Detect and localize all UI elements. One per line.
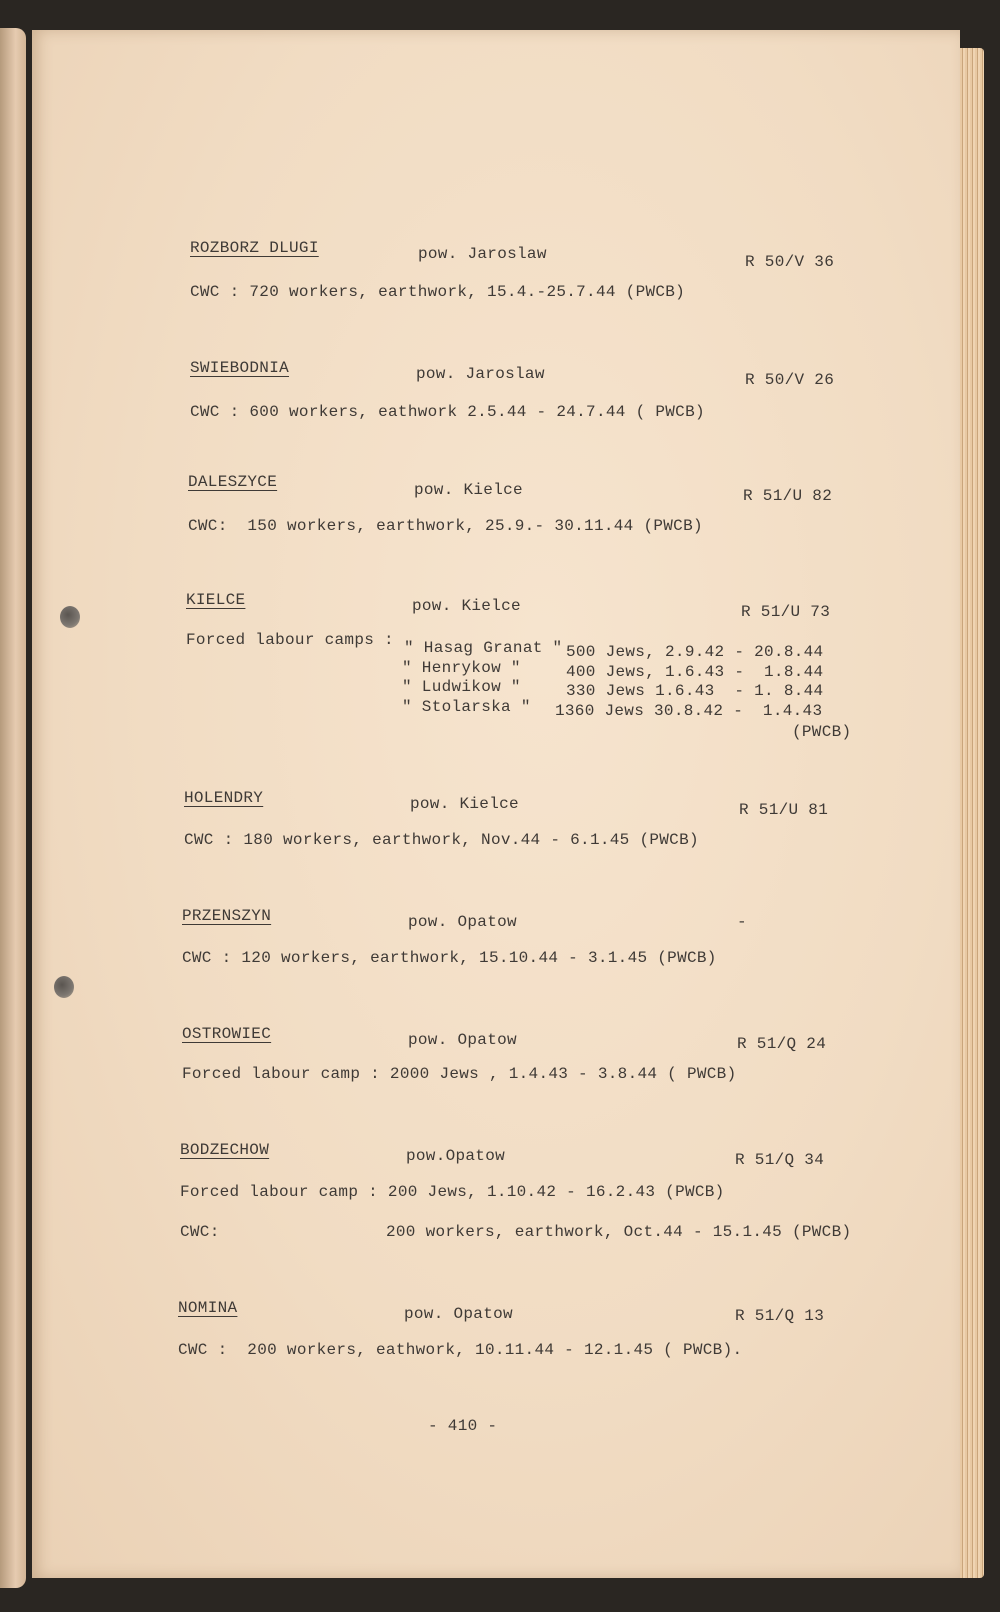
kielce-camp-name: " Hasag Granat ": [404, 639, 563, 657]
punch-hole-lower: [54, 976, 74, 998]
kielce-camp-name: " Henrykow ": [402, 659, 521, 677]
entry-bodzechow-detail: Forced labour camp : 200 Jews, 1.10.42 - 16.2.43 (PWCB): [180, 1183, 725, 1201]
entry-przenszyn-district: pow. Opatow: [408, 913, 517, 931]
entry-daleszyce-ref: R 51/U 82: [743, 487, 833, 505]
entry-rozborz-detail: CWC : 720 workers, earthwork, 15.4.-25.7.44 (PWCB): [190, 283, 686, 301]
entry-daleszyce-name: DALESZYCE: [188, 473, 278, 491]
entry-kielce-name: KIELCE: [186, 591, 246, 609]
entry-swiebodnia-detail: CWC : 600 workers, eathwork 2.5.44 - 24.7.44 ( PWCB): [190, 403, 705, 421]
entry-ostrowiec-detail: Forced labour camp : 2000 Jews , 1.4.43 - 3.8.44 ( PWCB): [182, 1065, 737, 1083]
entry-ostrowiec-name: OSTROWIEC: [182, 1025, 272, 1043]
entry-swiebodnia-ref: R 50/V 26: [745, 371, 835, 389]
entry-przenszyn-ref: -: [737, 913, 747, 931]
entry-rozborz-ref: R 50/V 36: [745, 253, 835, 271]
facing-page-edge: [0, 28, 26, 1588]
entry-kielce-district: pow. Kielce: [412, 597, 521, 615]
entry-nomina-ref: R 51/Q 13: [735, 1307, 825, 1325]
kielce-camp-detail: 500 Jews, 2.9.42 - 20.8.44: [566, 643, 824, 661]
entry-bodzechow-name: BODZECHOW: [180, 1141, 270, 1159]
entry-rozborz-district: pow. Jaroslaw: [418, 245, 547, 263]
entry-nomina-detail: CWC : 200 workers, eathwork, 10.11.44 - 12.1.45 ( PWCB).: [178, 1341, 743, 1359]
page-number: - 410 -: [428, 1417, 498, 1435]
entry-swiebodnia-district: pow. Jaroslaw: [416, 365, 545, 383]
entry-nomina-name: NOMINA: [178, 1299, 238, 1317]
entry-holendry-name: HOLENDRY: [184, 789, 264, 807]
entry-holendry-ref: R 51/U 81: [739, 801, 829, 819]
kielce-camp-detail: 330 Jews 1.6.43 - 1. 8.44: [566, 682, 824, 700]
kielce-camp-name: " Stolarska ": [402, 698, 531, 716]
punch-hole-upper: [60, 606, 80, 628]
entry-rozborz-name: ROZBORZ DLUGI: [190, 239, 319, 257]
entry-kielce-ref: R 51/U 73: [741, 603, 831, 621]
entry-daleszyce-detail: CWC: 150 workers, earthwork, 25.9.- 30.11.44 (PWCB): [188, 517, 703, 535]
entry-bodzechow-cwc-label: CWC:: [180, 1223, 220, 1241]
entry-daleszyce-district: pow. Kielce: [414, 481, 523, 499]
entry-bodzechow-district: pow.Opatow: [406, 1147, 506, 1165]
entry-holendry-detail: CWC : 180 workers, earthwork, Nov.44 - 6.1.45 (PWCB): [184, 831, 699, 849]
entry-przenszyn-detail: CWC : 120 workers, earthwork, 15.10.44 - 3.1.45 (PWCB): [182, 949, 717, 967]
kielce-source: (PWCB): [792, 723, 852, 741]
entry-bodzechow-ref: R 51/Q 34: [735, 1151, 825, 1169]
entry-bodzechow-cwc-detail: 200 workers, earthwork, Oct.44 - 15.1.45 (PWCB): [386, 1223, 852, 1241]
entry-holendry-district: pow. Kielce: [410, 795, 519, 813]
kielce-camp-detail: 400 Jews, 1.6.43 - 1.8.44: [566, 663, 824, 681]
kielce-camp-name: " Ludwikow ": [402, 678, 521, 696]
entry-ostrowiec-district: pow. Opatow: [408, 1031, 517, 1049]
entry-przenszyn-name: PRZENSZYN: [182, 907, 272, 925]
entry-ostrowiec-ref: R 51/Q 24: [737, 1035, 827, 1053]
entry-swiebodnia-name: SWIEBODNIA: [190, 359, 290, 377]
entry-kielce-label: Forced labour camps :: [186, 631, 394, 649]
page-stack-edge: [960, 48, 984, 1578]
entry-nomina-district: pow. Opatow: [404, 1305, 513, 1323]
kielce-camp-detail: 1360 Jews 30.8.42 - 1.4.43: [555, 702, 823, 720]
